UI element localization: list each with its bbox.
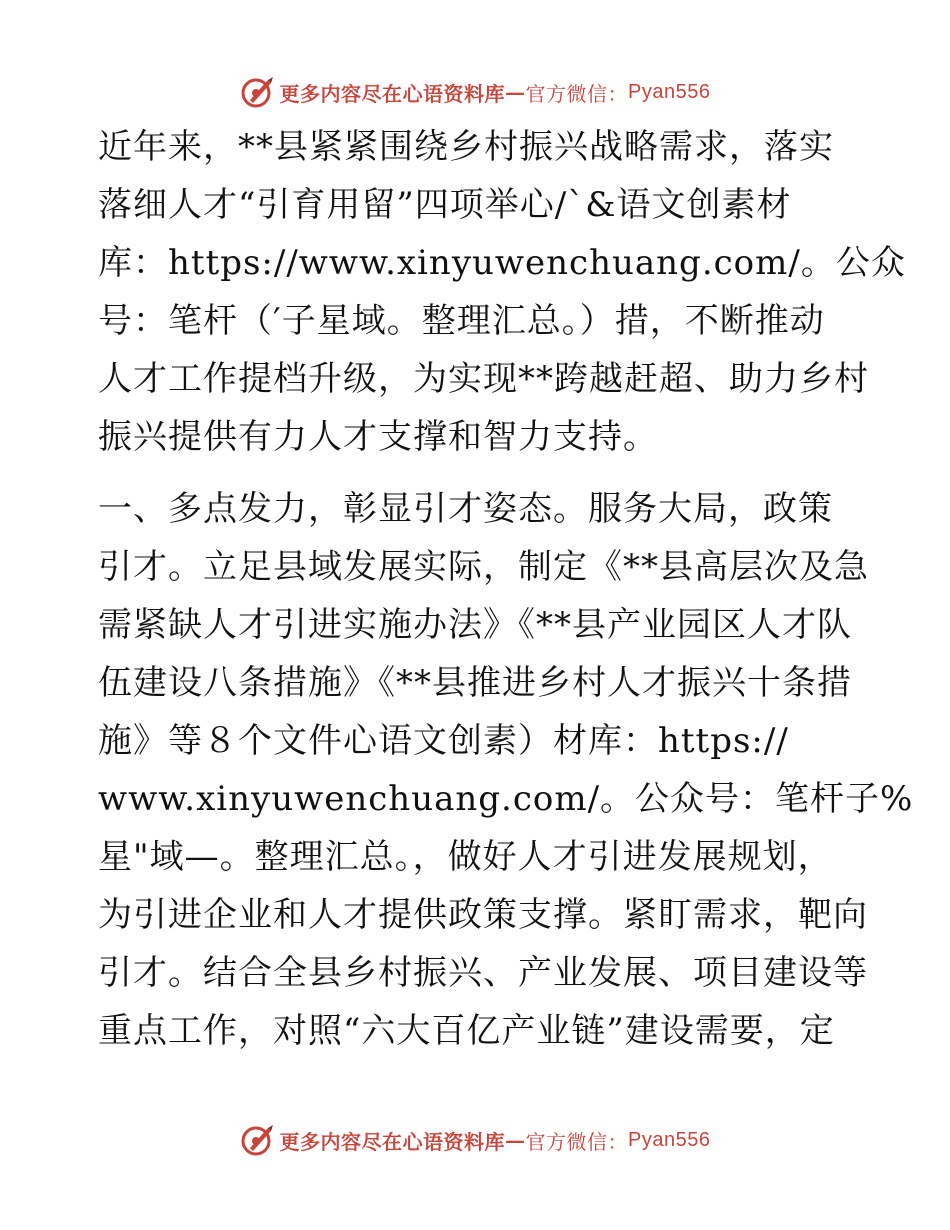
watermark-sub-text: 官方微信： (525, 81, 629, 106)
quill-logo-icon (240, 74, 276, 110)
watermark-main-text: 更多内容尽在心语资料库 (279, 81, 506, 106)
text-line: 为引进企业和人才提供政策支撑。紧盯需求，靶向 (98, 895, 868, 935)
header-watermark (0, 72, 950, 112)
text-line: 近年来，**县紧紧围绕乡村振兴战略需求，落实 (98, 127, 834, 167)
watermark-main-text: 更多内容尽在心语资料库 (279, 1129, 506, 1154)
document-body (98, 118, 914, 1060)
text-line: 引才。结合全县乡村振兴、产业发展、项目建设等 (98, 953, 868, 993)
text-line: www.xinyuwenchuang.com/。公众号：笔杆子% (98, 779, 914, 819)
text-line: 一、多点发力，彰显引才姿态。服务大局，政策 (98, 489, 833, 529)
text-line: 伍建设八条措施》《**县推进乡村人才振兴十条措 (98, 663, 852, 703)
text-line: 振兴提供有力人才支撑和智力支持。 (98, 417, 658, 457)
watermark-id: Pyan556 (628, 1128, 711, 1151)
text-line: 重点工作，对照“六大百亿产业链”建设需要，定 (98, 1011, 835, 1051)
watermark-separator: — (505, 1128, 526, 1152)
text-line: 施》等８个文件心语文创素）材库：https:// (98, 721, 789, 761)
watermark-sub-text: 官方微信： (525, 1129, 629, 1154)
paragraph-section-one (98, 480, 914, 1060)
text-line: 落细人才“引育用留”四项举心/`&语文创素材 (98, 185, 792, 225)
watermark-id: Pyan556 (628, 80, 711, 103)
footer-watermark (0, 1120, 950, 1160)
quill-logo-icon (240, 1122, 276, 1158)
text-line: 需紧缺人才引进实施办法》《**县产业园区人才队 (98, 605, 852, 645)
watermark-separator: — (505, 80, 526, 104)
paragraph-gap (98, 466, 850, 480)
text-line: 人才工作提档升级，为实现**跨越赶超、助力乡村 (98, 359, 869, 399)
text-line: 库：https://www.xinyuwenchuang.com/。公众 (98, 243, 906, 283)
paragraph-intro (98, 118, 906, 466)
text-line: 星"域—。整理汇总。，做好人才引进发展规划， (98, 837, 833, 877)
text-line: 引才。立足县域发展实际，制定《**县高层次及急 (98, 547, 869, 587)
text-line: 号：笔杆（′子星域。整理汇总。）措，不断推动 (98, 301, 825, 341)
